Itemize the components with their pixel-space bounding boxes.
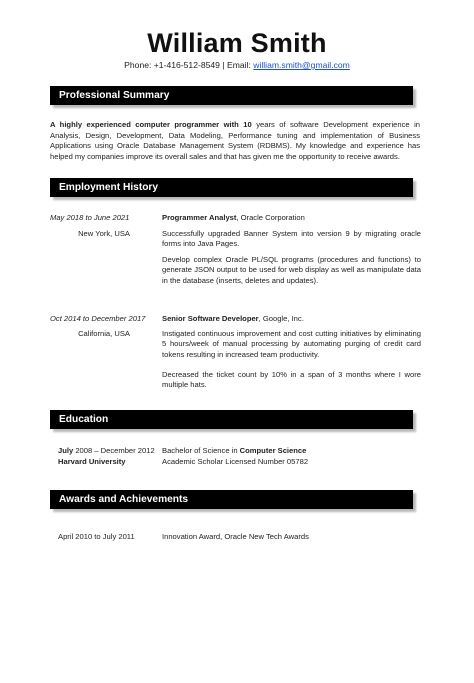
- education-honor: Academic Scholar Licensed Number 05782: [162, 457, 309, 466]
- job-bullet: Instigated continuous improvement and cost cutting initiatives by eliminating 5 hours/week of manual processing by automating purging of credit card tokens resulting in increased team productivity.: [162, 329, 421, 359]
- section-header-summary: Professional Summary: [50, 86, 413, 105]
- degree-prefix: Bachelor of Science in: [162, 446, 240, 455]
- job-bullet: Decreased the ticket count by 10% in a span of 3 months where I wore multiple hats.: [162, 370, 421, 390]
- contact-phone: Phone: +1-416-512-8549 | Email:: [124, 60, 254, 70]
- education-month: July: [58, 446, 74, 455]
- job-dates: Oct 2014 to December 2017: [50, 314, 146, 323]
- job-title: [162, 314, 422, 324]
- summary-text: years of software Development experience in Analysis, Design, Development, Data Modeling, Performance tuning and implementation of Business Applications using Oracle Database Management System (RDBMS). My knowledge and experience has helped my companies improve its overall sales and that has given me the opportunity to receive awards.: [50, 120, 420, 161]
- job-dates: May 2018 to June 2021: [50, 213, 130, 222]
- job-location: New York, USA: [78, 229, 130, 238]
- summary-lead: A highly experienced computer programmer with 10: [50, 120, 252, 129]
- job-company: , Google, Inc.: [258, 314, 304, 323]
- candidate-name: William Smith: [147, 28, 327, 58]
- email-link[interactable]: william.smith@gmail.com: [253, 60, 350, 70]
- education-date-range: 2008 – December 2012: [73, 446, 155, 455]
- degree-field: Computer Science: [239, 446, 307, 455]
- education-school: Harvard University: [58, 457, 126, 466]
- section-header-awards: Awards and Achievements: [50, 490, 413, 509]
- summary-paragraph: [50, 120, 420, 162]
- section-header-education: Education: [50, 410, 413, 429]
- job-bullet: Successfully upgraded Banner System into version 9 by migrating oracle forms into Java Pages.: [162, 229, 421, 249]
- job-company: , Oracle Corporation: [236, 213, 305, 222]
- section-header-employment: Employment History: [50, 178, 413, 197]
- job-title: [162, 213, 422, 223]
- job-bullet: Develop complex Oracle PL/SQL programs (procedures and functions) to generate JSON output to be used for web display as well as manipulate data in the database (inserts, deletes and updates).: [162, 255, 421, 285]
- education-dates: [58, 446, 155, 456]
- award-dates: April 2010 to July 2011: [58, 532, 135, 541]
- contact-line: [0, 60, 474, 71]
- education-degree: [162, 446, 306, 456]
- job-role: Senior Software Developer: [162, 314, 259, 323]
- award-text: Innovation Award, Oracle New Tech Awards: [162, 532, 309, 541]
- job-role: Programmer Analyst: [162, 213, 237, 222]
- job-location: California, USA: [78, 329, 130, 338]
